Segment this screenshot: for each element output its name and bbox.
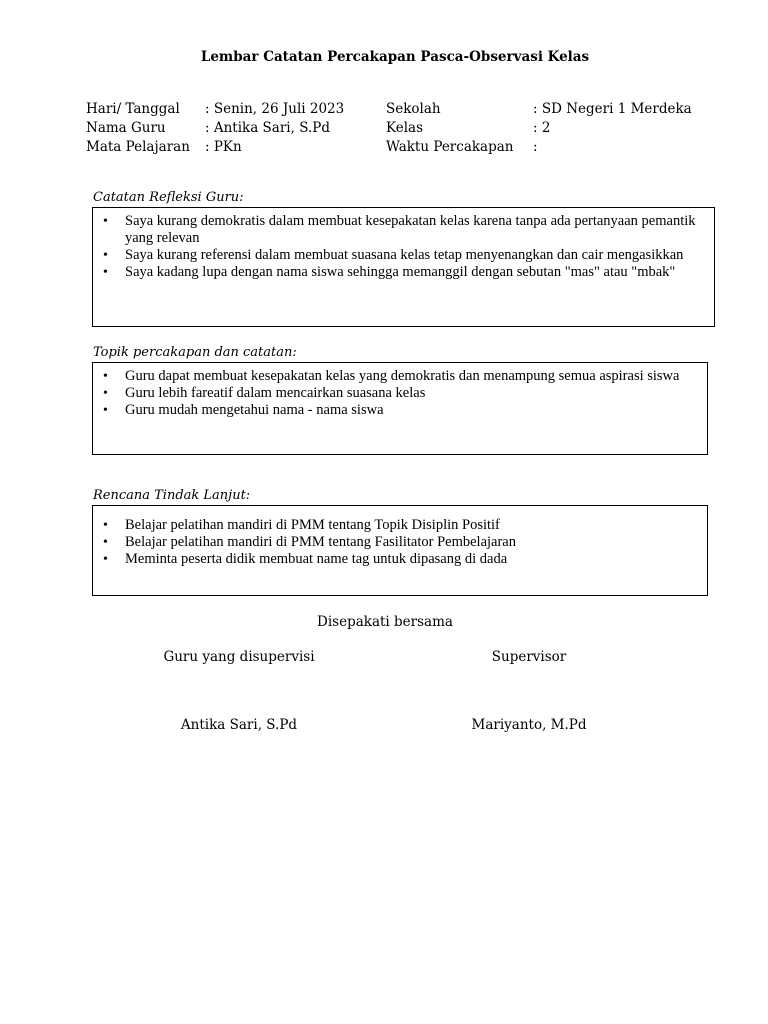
class-label: Kelas xyxy=(386,120,424,136)
follow-up-section-title: Rencana Tindak Lanjut: xyxy=(93,488,251,503)
info-left-values xyxy=(205,100,344,157)
info-right-values xyxy=(533,100,692,157)
teacher-name-label: Nama Guru xyxy=(86,120,166,136)
subject-label: Mata Pelajaran xyxy=(86,139,190,155)
list-item: • Belajar pelatihan mandiri di PMM tentang Fasilitator Pembelajaran xyxy=(93,534,685,551)
teacher-role-label: Guru yang disupervisi xyxy=(163,649,315,665)
list-item: • Guru lebih fareatif dalam mencairkan suasana kelas xyxy=(93,385,685,402)
list-item: • Saya kurang demokratis dalam membuat kesepakatan kelas karena tanpa ada pertanyaan pemantik yang relevan xyxy=(93,213,696,247)
list-item: • Saya kadang lupa dengan nama siswa sehingga memanggil dengan sebutan "mas" atau "mbak" xyxy=(93,264,696,281)
supervisor-signature-name: Mariyanto, M.Pd xyxy=(471,717,587,733)
reflection-box xyxy=(92,207,715,327)
list-item: • Guru mudah mengetahui nama - nama siswa xyxy=(93,402,685,419)
teacher-signature-name: Antika Sari, S.Pd xyxy=(180,717,298,733)
school-label: Sekolah xyxy=(386,101,441,117)
day-date-value: : Senin, 26 Juli 2023 xyxy=(205,101,345,117)
list-item: • Belajar pelatihan mandiri di PMM tentang Topik Disiplin Positif xyxy=(93,517,685,534)
list-item: • Meminta peserta didik membuat name tag untuk dipasang di dada xyxy=(93,551,685,568)
follow-up-list xyxy=(93,517,685,568)
supervisor-role-label: Supervisor xyxy=(491,649,567,665)
agreement-heading: Disepakati bersama xyxy=(317,614,453,630)
subject-value: : PKn xyxy=(205,139,242,155)
reflection-list xyxy=(93,213,696,281)
follow-up-box xyxy=(92,505,708,596)
conversation-section-title: Topik percakapan dan catatan: xyxy=(93,345,297,360)
conversation-list xyxy=(93,368,685,419)
document-title: Lembar Catatan Percakapan Pasca-Observasi Kelas xyxy=(200,49,590,65)
reflection-section-title: Catatan Refleksi Guru: xyxy=(93,190,244,205)
school-value: : SD Negeri 1 Merdeka xyxy=(533,101,692,117)
day-date-label: Hari/ Tanggal xyxy=(86,101,180,117)
talk-time-label: Waktu Percakapan xyxy=(386,139,514,155)
class-value: : 2 xyxy=(533,120,551,136)
info-right-labels xyxy=(386,100,514,157)
list-item: • Saya kurang referensi dalam membuat suasana kelas tetap menyenangkan dan cair mengasikkan xyxy=(93,247,696,264)
info-left-labels xyxy=(86,100,190,157)
talk-time-value: : xyxy=(533,139,538,155)
teacher-name-value: : Antika Sari, S.Pd xyxy=(205,120,330,136)
list-item: • Guru dapat membuat kesepakatan kelas yang demokratis dan menampung semua aspirasi siswa xyxy=(93,368,685,385)
conversation-box xyxy=(92,362,708,455)
